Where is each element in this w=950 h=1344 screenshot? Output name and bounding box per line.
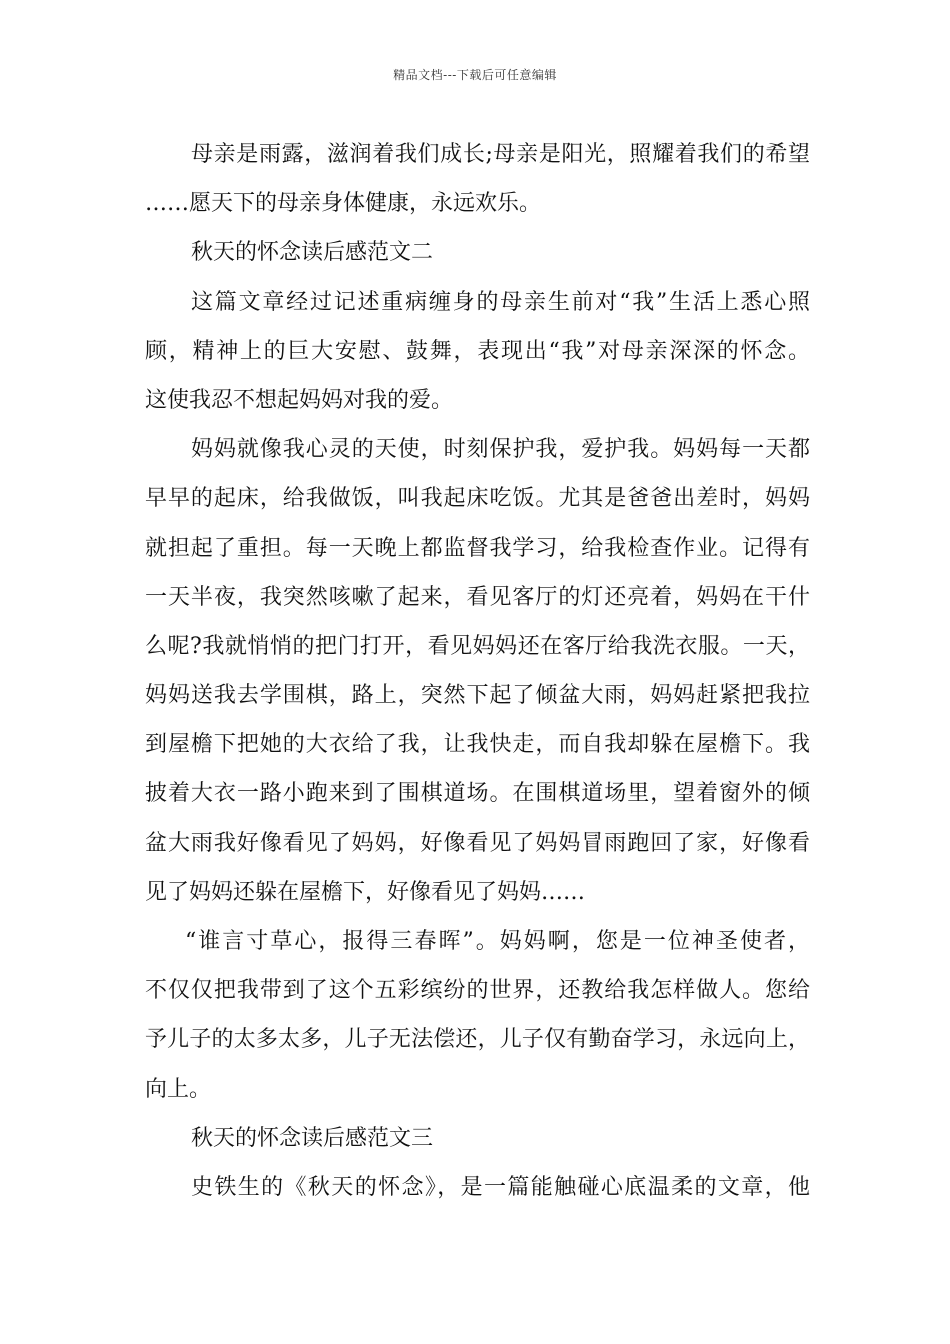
paragraph-line: 顾，精神上的巨大安慰、鼓舞，表现出“我”对母亲深深的怀念。	[145, 338, 810, 364]
section-heading: 秋天的怀念读后感范文三	[191, 1125, 434, 1151]
paragraph-line: 到屋檐下把她的大衣给了我，让我快走，而自我却躲在屋檐下。我	[145, 732, 810, 758]
paragraph-line: 么呢?我就悄悄的把门打开，看见妈妈还在客厅给我洗衣服。一天，	[145, 633, 810, 659]
section-heading: 秋天的怀念读后感范文二	[191, 240, 434, 266]
page-header: 精品文档---下载后可任意编辑	[393, 68, 557, 82]
paragraph-line: 妈妈送我去学围棋，路上，突然下起了倾盆大雨，妈妈赶紧把我拉	[145, 683, 810, 709]
document-body	[145, 130, 810, 1212]
paragraph-line: 这篇文章经过记述重病缠身的母亲生前对“我”生活上悉心照	[191, 289, 810, 315]
paragraph-line: 妈妈就像我心灵的天使，时刻保护我，爱护我。妈妈每一天都	[191, 437, 810, 463]
paragraph-line: 盆大雨我好像看见了妈妈，好像看见了妈妈冒雨跑回了家，好像看	[145, 830, 810, 856]
paragraph-line: 母亲是雨露，滋润着我们成长;母亲是阳光，照耀着我们的希望	[191, 142, 810, 167]
paragraph-line: 不仅仅把我带到了这个五彩缤纷的世界，还教给我怎样做人。您给	[145, 978, 810, 1004]
paragraph-line: 就担起了重担。每一天晚上都监督我学习，给我检查作业。记得有	[145, 535, 810, 561]
paragraph-line: ……愿天下的母亲身体健康，永远欢乐。	[145, 191, 542, 217]
paragraph-line: 早早的起床，给我做饭，叫我起床吃饭。尤其是爸爸出差时，妈妈	[145, 486, 810, 512]
paragraph-line: 这使我忍不想起妈妈对我的爱。	[145, 387, 454, 413]
paragraph-line: 见了妈妈还躲在屋檐下，好像看见了妈妈……	[145, 879, 586, 905]
paragraph-line: “谁言寸草心，报得三春晖”。妈妈啊，您是一位神圣使者，	[185, 929, 810, 954]
paragraph-line: 予儿子的太多太多，儿子无法偿还，儿子仅有勤奋学习，永远向上，	[145, 1027, 810, 1053]
paragraph-line: 一天半夜，我突然咳嗽了起来，看见客厅的灯还亮着，妈妈在干什	[145, 584, 810, 610]
paragraph-line: 披着大衣一路小跑来到了围棋道场。在围棋道场里，望着窗外的倾	[145, 781, 810, 807]
paragraph-line: 史铁生的《秋天的怀念》，是一篇能触碰心底温柔的文章，他	[191, 1174, 810, 1200]
paragraph-line: 向上。	[145, 1076, 212, 1102]
